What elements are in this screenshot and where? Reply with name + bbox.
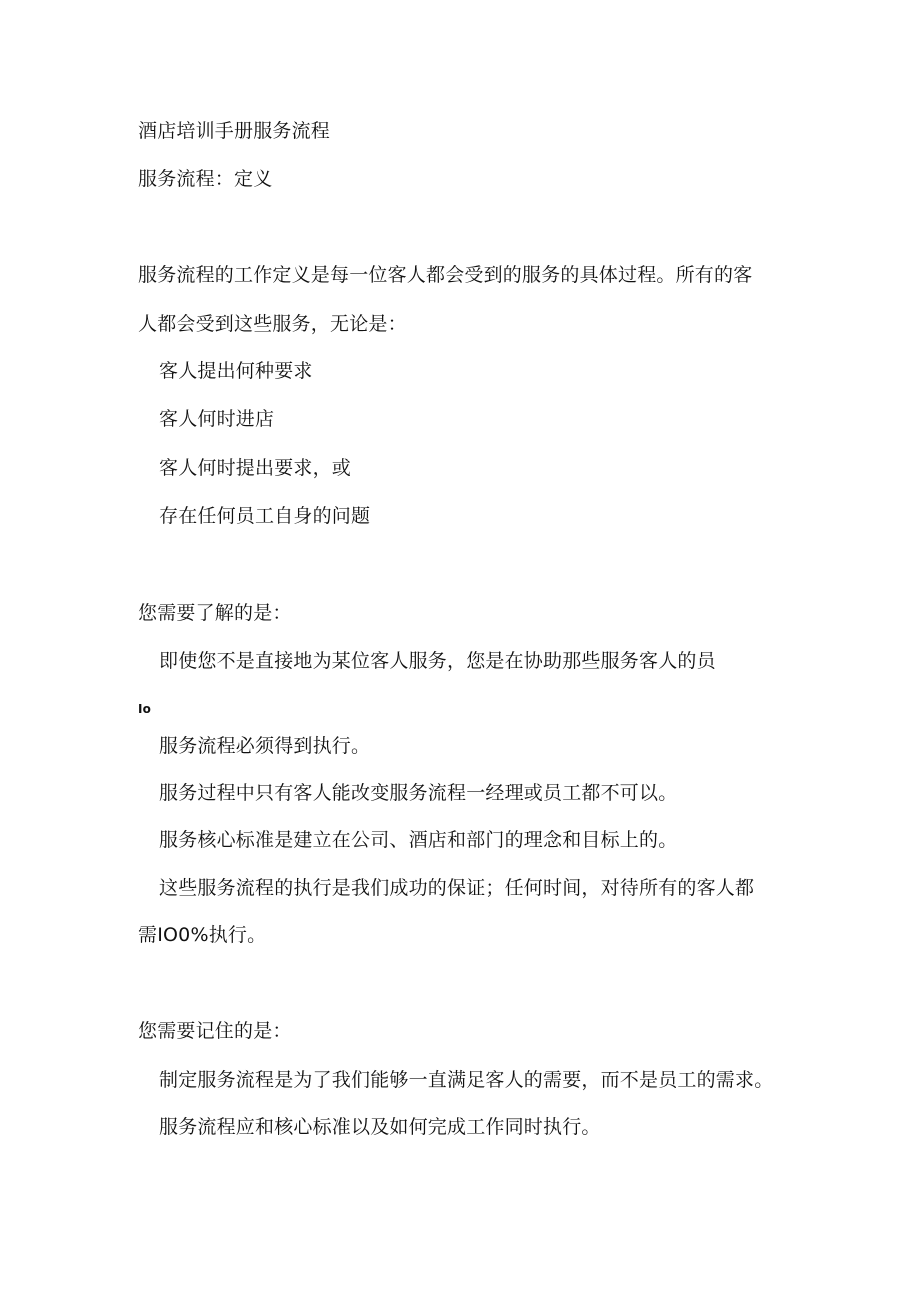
definition-item: 客人何时提出要求，或: [159, 457, 352, 479]
need-to-know-item: 服务核心标准是建立在公司、酒店和部门的理念和目标上的。: [159, 829, 678, 851]
need-to-know-item-continuation: 需IO0%执行。: [138, 924, 267, 946]
definition-item: 客人何时进店: [159, 408, 275, 430]
definition-paragraph-line-1: 服务流程的工作定义是每一位客人都会受到的服务的具体过程。所有的客: [138, 264, 753, 286]
document-title: 酒店培训手册服务流程: [138, 120, 331, 142]
remember-item: 制定服务流程是为了我们能够一直满足客人的需要，而不是员工的需求。: [159, 1069, 774, 1091]
need-to-know-heading: 您需要了解的是：: [138, 602, 292, 624]
need-to-know-item-continuation: Io: [138, 702, 152, 716]
section-subtitle: 服务流程：定义: [138, 168, 273, 190]
definition-paragraph-line-2: 人都会受到这些服务，无论是：: [138, 313, 407, 335]
remember-heading: 您需要记住的是：: [138, 1020, 292, 1042]
need-to-know-item: 服务流程必须得到执行。: [159, 735, 371, 757]
definition-item: 存在任何员工自身的问题: [159, 505, 371, 527]
need-to-know-item: 服务过程中只有客人能改变服务流程一经理或员工都不可以。: [159, 782, 678, 804]
remember-item: 服务流程应和核心标准以及如何完成工作同时执行。: [159, 1116, 601, 1138]
definition-item: 客人提出何种要求: [159, 360, 313, 382]
need-to-know-item: 这些服务流程的执行是我们成功的保证；任何时间，对待所有的客人都: [159, 877, 755, 899]
need-to-know-item: 即使您不是直接地为某位客人服务，您是在协助那些服务客人的员: [159, 650, 716, 672]
